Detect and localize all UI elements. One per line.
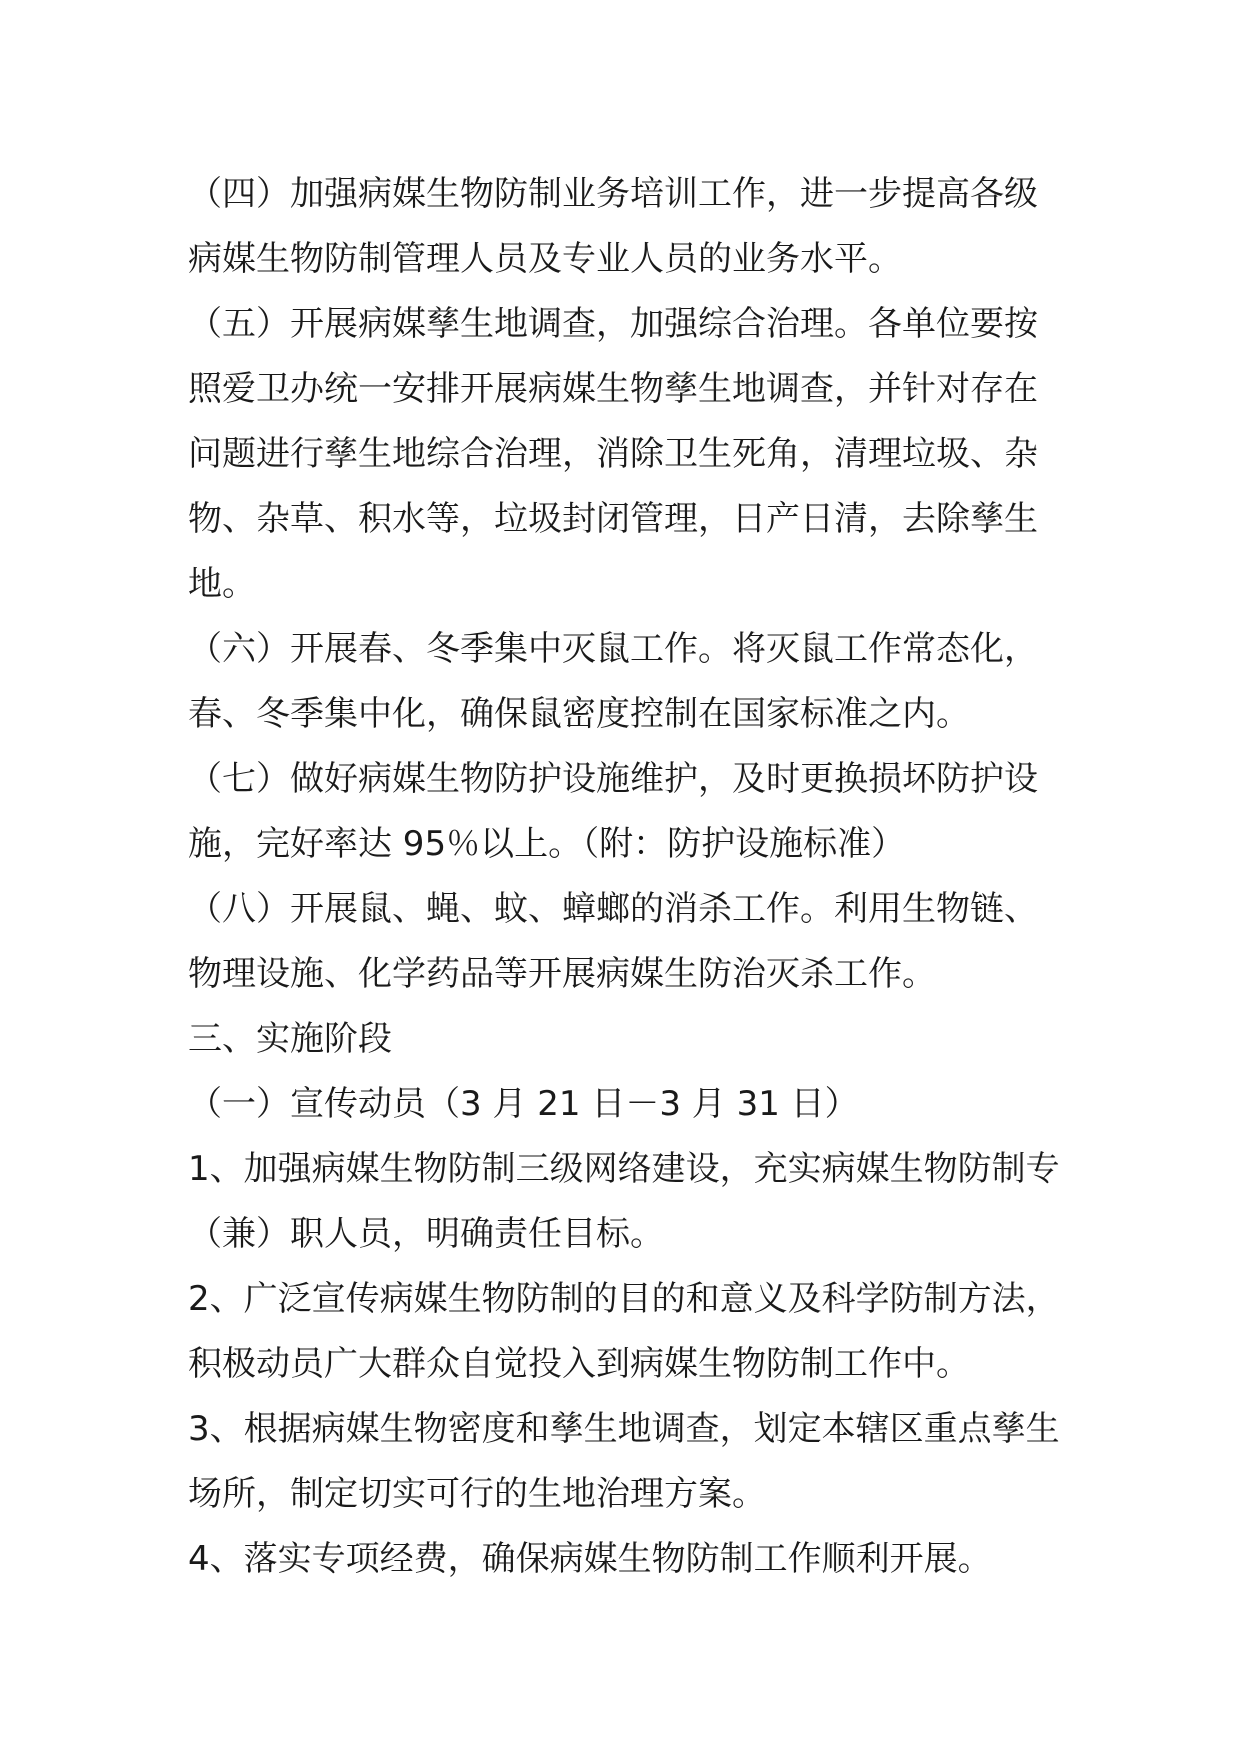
- paragraph-line: 1、加强病媒生物防制三级网络建设，充实病媒生物防制专: [188, 1149, 1060, 1189]
- paragraph-line: 病媒生物防制管理人员及专业人员的业务水平。: [188, 239, 902, 279]
- paragraph-line: 场所，制定切实可行的生地治理方案。: [188, 1474, 766, 1514]
- paragraph-line: 施，完好率达 95％以上。（附：防护设施标准）: [188, 824, 906, 864]
- paragraph-line: 问题进行孳生地综合治理，消除卫生死角，清理垃圾、杂: [188, 434, 1038, 474]
- paragraph-line: （四）加强病媒生物防制业务培训工作，进一步提高各级: [188, 174, 1038, 214]
- paragraph-line: 物理设施、化学药品等开展病媒生防治灭杀工作。: [188, 954, 936, 994]
- paragraph-line: 照爱卫办统一安排开展病媒生物孳生地调查，并针对存在: [188, 369, 1038, 409]
- subsection-heading: （一）宣传动员（3 月 21 日－3 月 31 日）: [188, 1084, 859, 1124]
- paragraph-line: 2、广泛宣传病媒生物防制的目的和意义及科学防制方法，: [188, 1279, 1060, 1319]
- paragraph-line: （七）做好病媒生物防护设施维护，及时更换损坏防护设: [188, 759, 1038, 799]
- paragraph-line: 4、落实专项经费，确保病媒生物防制工作顺利开展。: [188, 1539, 992, 1579]
- paragraph-line: 春、冬季集中化，确保鼠密度控制在国家标准之内。: [188, 694, 970, 734]
- paragraph-line: （五）开展病媒孳生地调查，加强综合治理。各单位要按: [188, 304, 1038, 344]
- paragraph-line: （兼）职人员，明确责任目标。: [188, 1214, 664, 1254]
- paragraph-line: 地。: [188, 564, 256, 604]
- paragraph-line: 积极动员广大群众自觉投入到病媒生物防制工作中。: [188, 1344, 970, 1384]
- paragraph-line: （八）开展鼠、蝇、蚊、蟑螂的消杀工作。利用生物链、: [188, 889, 1038, 929]
- paragraph-line: 物、杂草、积水等，垃圾封闭管理，日产日清，去除孳生: [188, 499, 1038, 539]
- section-heading: 三、实施阶段: [188, 1019, 392, 1059]
- paragraph-line: （六）开展春、冬季集中灭鼠工作。将灭鼠工作常态化，: [188, 629, 1038, 669]
- document-body: [188, 162, 1058, 1592]
- paragraph-line: 3、根据病媒生物密度和孳生地调查，划定本辖区重点孳生: [188, 1409, 1060, 1449]
